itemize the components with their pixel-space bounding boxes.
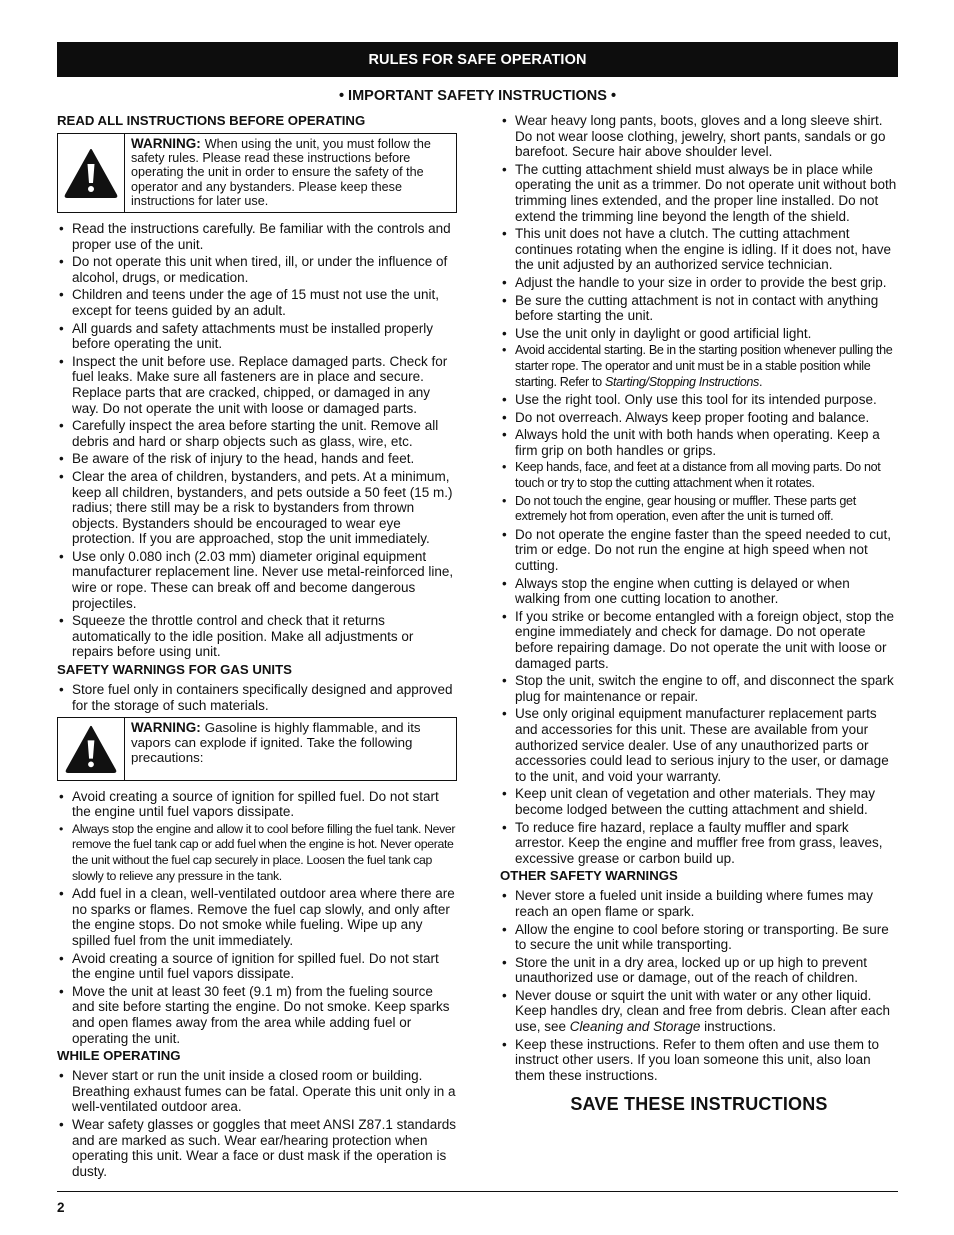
list-item: • Never store a fueled unit inside a building where fumes may reach an open flame or spark.: [500, 888, 898, 919]
save-instructions-heading: SAVE THESE INSTRUCTIONS: [570, 1094, 828, 1115]
list-item: • Avoid creating a source of ignition for spilled fuel. Do not start the engine until fuel vapors dissipate.: [57, 951, 457, 982]
list-item: • Do not operate this unit when tired, ill, or under the influence of alcohol, drugs, or medication.: [57, 254, 457, 285]
right-column: [500, 113, 898, 1113]
list-item: • Inspect the unit before use. Replace damaged parts. Check for fuel leaks. Make sure all fasteners are in place and secure. Replace parts that are cracked, chipped, or damaged in any way. Do not operate the unit with loose or damaged parts.: [57, 354, 457, 416]
page-subtitle: • IMPORTANT SAFETY INSTRUCTIONS •: [338, 88, 617, 104]
list-item: • Use only original equipment manufacturer replacement parts and accessories for this unit. These are available from your authorized service dealer. Use of any unauthorized parts or accessories could lead to serious injury to the user, or damage to the unit, and void your warranty.: [500, 706, 898, 784]
list-item: • Add fuel in a clean, well-ventilated outdoor area where there are no sparks or flames. Remove the fuel cap slowly, and only after the engine stops. Do not smoke while fueling. Wipe up any spilled fuel from the unit immediately.: [57, 886, 457, 948]
list-item: • Clear the area of children, bystanders, and pets. At a minimum, keep all children, bystanders, and pets outside a 50 feet (15 m.) radius; there still may be a risk to bystanders from thrown objects. Bystanders should be encouraged to wear eye protection. If you are approached, stop the unit immediately.: [57, 469, 457, 547]
list-item: • Wear safety glasses or goggles that meet ANSI Z87.1 standards and are marked as such. Wear ear/hearing protection when operating this unit. Wear a face or dust mask if the operation is dusty.: [57, 1117, 457, 1179]
footer-rule: [57, 1191, 898, 1192]
heading-read-instructions: READ ALL INSTRUCTIONS BEFORE OPERATING: [57, 113, 366, 128]
list-general-rules: [57, 221, 457, 660]
list-item: • Wear heavy long pants, boots, gloves and a long sleeve shirt. Do not wear loose clothing, jewelry, short pants, sandals or go barefoot. Secure hair above shoulder level.: [500, 113, 898, 160]
heading-while-operating: WHILE OPERATING: [57, 1048, 181, 1064]
warning-body: Gasoline is highly flammable, and its vapors can explode if ignited. Take the following precautions:: [131, 720, 421, 765]
list-fuel-precautions: [57, 789, 457, 1047]
cleaning-storage-ref: Cleaning and Storage: [569, 1019, 701, 1035]
list-other-warnings: [500, 888, 898, 1083]
warning-text: [125, 718, 456, 779]
warning-label: WARNING:: [131, 136, 201, 151]
list-item: • The cutting attachment shield must always be in place while operating the unit as a trimmer. Do not operate unit without both trimming lines extended, and the proper line installed. Do not extend the trimming line beyond the length of the shield.: [500, 162, 898, 224]
list-item: • Always hold the unit with both hands when operating. Keep a firm grip on both handles or grips.: [500, 427, 898, 458]
list-item: • Keep these instructions. Refer to them often and use them to instruct other users. If you loan someone this unit, also loan them these instructions.: [500, 1037, 898, 1084]
list-item: • This unit does not have a clutch. The cutting attachment continues rotating when the engine is idling. If it does not, have the unit adjusted by an authorized service technician.: [500, 226, 898, 273]
heading-gas-units: SAFETY WARNINGS FOR GAS UNITS: [57, 662, 292, 678]
list-while-operating: [57, 1068, 457, 1179]
page-number: 2: [57, 1200, 65, 1215]
list-item: • Children and teens under the age of 15 must not use the unit, except for teens guided by an adult.: [57, 287, 457, 318]
list-item: • Store fuel only in containers specifically designed and approved for the storage of such materials.: [57, 682, 457, 713]
warning-triangle-icon: [63, 147, 119, 199]
list-item: • Do not touch the engine, gear housing or muffler. These parts get extremely hot from operation, even after the unit is turned off.: [500, 494, 898, 525]
list-item: • Do not operate the engine faster than the speed needed to cut, trim or edge. Do not run the engine at high speed when not cutting.: [500, 527, 898, 574]
list-item: • Never start or run the unit inside a closed room or building. Breathing exhaust fumes can be fatal. Operate this unit only in a well-ventilated outdoor area.: [57, 1068, 457, 1115]
list-item: • Use the unit only in daylight or good artificial light.: [500, 326, 898, 342]
starting-stopping-ref: Starting/Stopping Instructions: [604, 374, 759, 389]
section-banner: RULES FOR SAFE OPERATION: [57, 42, 898, 77]
list-item: • Always stop the engine when cutting is delayed or when walking from one cutting location to another.: [500, 576, 898, 607]
warning-text: [125, 134, 456, 212]
warning-box-general: [57, 133, 457, 213]
left-column: [57, 113, 457, 1181]
list-item: • Store the unit in a dry area, locked up or up high to prevent unauthorized use or damage, out of the reach of children.: [500, 955, 898, 986]
list-item: • Read the instructions carefully. Be familiar with the controls and proper use of the unit.: [57, 221, 457, 252]
list-item: • To reduce fire hazard, replace a faulty muffler and spark arrestor. Keep the engine and muffler free from grass, leaves, excessive grease or carbon build up.: [500, 820, 898, 867]
list-item: • Be aware of the risk of injury to the head, hands and feet.: [57, 451, 457, 467]
list-item: • Move the unit at least 30 feet (9.1 m) from the fueling source and site before starting the engine. Do not smoke. Keep sparks and open flames away from the area while adding fuel or operating the unit.: [57, 984, 457, 1046]
douse-text: Never douse or squirt the unit with water or any other liquid. Keep handles dry, clean and free from debris. Clean after each use, see: [515, 987, 890, 1035]
list-item: • Squeeze the throttle control and check that it returns automatically to the idle position. Make all adjustments or repairs before using unit.: [57, 613, 457, 660]
warning-box-gasoline: [57, 717, 457, 780]
list-item-douse: • Never douse or squirt the unit with water or any other liquid. Keep handles dry, clean and free from debris. Clean after each use, see Cleaning and Storage instructions.: [500, 988, 898, 1035]
warning-body: When using the unit, you must follow the safety rules. Please read these instructions before operating the unit in order to ensure the safety of the operator and any bystanders. Please keep these instructions for later use.: [131, 137, 431, 208]
list-item: • If you strike or become entangled with a foreign object, stop the engine immediately and check for damage. Do not operate before repairing damage. Do not operate the unit with loose or damaged parts.: [500, 609, 898, 671]
avoid-text: Avoid accidental starting. Be in the starting position whenever pulling the starter rope. The operator and unit must be in a stable position while starting. Refer to: [515, 343, 893, 389]
list-operating-rules: [500, 113, 898, 866]
heading-other-warnings: OTHER SAFETY WARNINGS: [500, 868, 678, 884]
list-item: • Keep hands, face, and feet at a distance from all moving parts. Do not touch or try to stop the cutting attachment when it rotates.: [500, 460, 898, 491]
list-item: • Avoid creating a source of ignition for spilled fuel. Do not start the engine until fuel vapors dissipate.: [57, 789, 457, 820]
warning-triangle-icon: [63, 724, 119, 774]
list-item: • All guards and safety attachments must be installed properly before operating the unit.: [57, 321, 457, 352]
list-gas-storage: [57, 682, 457, 713]
list-item: • Use the right tool. Only use this tool for its intended purpose.: [500, 392, 898, 408]
list-item: • Allow the engine to cool before storing or transporting. Be sure to secure the unit while transporting.: [500, 922, 898, 953]
list-item: • Do not overreach. Always keep proper footing and balance.: [500, 410, 898, 426]
list-item: • Stop the unit, switch the engine to off, and disconnect the spark plug for maintenance or repair.: [500, 673, 898, 704]
list-item: • Always stop the engine and allow it to cool before filling the fuel tank. Never remove the fuel tank cap or add fuel when the engine is hot. Never operate the unit without the fuel cap securely in place. Loosen the fuel tank cap slowly to relieve any pressure in the tank.: [57, 822, 457, 884]
list-item: • Adjust the handle to your size in order to provide the best grip.: [500, 275, 898, 291]
list-item: • Carefully inspect the area before starting the unit. Remove all debris and hard or sharp objects such as glass, wire, etc.: [57, 418, 457, 449]
list-item: • Keep unit clean of vegetation and other materials. They may become lodged between the cutting attachment and shield.: [500, 786, 898, 817]
warning-label: WARNING:: [131, 720, 201, 736]
list-item: • Use only 0.080 inch (2.03 mm) diameter original equipment manufacturer replacement line. Never use metal-reinforced line, wire or rope. These can break off and become dangerous projectiles.: [57, 549, 457, 611]
list-item-avoid-starting: • Avoid accidental starting. Be in the starting position whenever pulling the starter rope. The operator and unit must be in a stable position while starting. Refer to Starting/Stopping Instructions.: [500, 343, 898, 390]
list-item: • Be sure the cutting attachment is not in contact with anything before starting the unit.: [500, 293, 898, 324]
